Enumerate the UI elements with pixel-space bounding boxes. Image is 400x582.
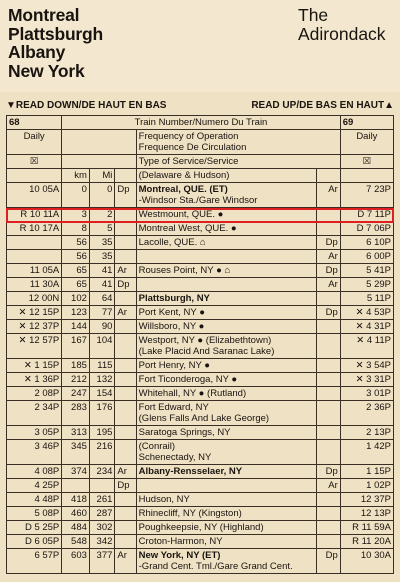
arr-dep-right [317,169,340,183]
train-name [298,6,386,43]
arr-dep-left [115,222,136,236]
station-row [7,426,394,440]
km-value: 8 [62,222,90,236]
station-name [136,387,317,401]
station-row [7,208,394,222]
mi-value: 77 [89,306,115,320]
time-down: R 10 11A [7,208,62,222]
service-label: Type of Service/Service [136,155,340,169]
arr-dep-left [115,208,136,222]
arr-dep-right [317,373,340,387]
time-up: 1 15P [340,465,393,479]
station-name-text: Lacolle, QUE. ⌂ [138,237,206,248]
direction-row [6,100,394,112]
km-value: 185 [62,359,90,373]
time-up: 2 13P [340,426,393,440]
mi-value: 302 [89,521,115,535]
arr-dep-right [317,222,340,236]
station-row [7,479,394,493]
mi-value: 104 [89,334,115,359]
station-name [136,320,317,334]
arr-dep-right [317,507,340,521]
time-up: D 7 06P [340,222,393,236]
km-value [62,479,90,493]
station-name [136,549,317,574]
station-row [7,169,394,183]
frequency-label-line: Frequence De Circulation [138,142,247,153]
time-down: 2 34P [7,401,62,426]
station-name [136,426,317,440]
station-row [7,264,394,278]
station-name-text: Fort Edward, NY [138,402,209,413]
station-row [7,535,394,549]
train-name-line: The [298,5,329,25]
km-value: 144 [62,320,90,334]
arr-dep-left: Ar [115,549,136,574]
station-name-text: Montreal, QUE. (ET) [138,184,228,195]
time-up: 6 00P [340,250,393,264]
train-number-up: 69 [340,116,393,130]
station-name [136,401,317,426]
arr-dep-right: Ar [317,479,340,493]
mi-value: 64 [89,292,115,306]
mi-value: 5 [89,222,115,236]
arr-dep-left [115,236,136,250]
station-subtitle: -Windsor Sta./Gare Windsor [138,195,258,206]
station-name-text: Montreal West, QUE. ● [138,223,237,234]
time-down: 2 08P [7,387,62,401]
route-title [8,6,103,80]
station-name [136,222,317,236]
time-up: D 7 11P [340,208,393,222]
station-name-text: Rouses Point, NY ● ⌂ [138,265,231,276]
station-name [136,334,317,359]
arr-dep-right: Ar [317,183,340,208]
arr-dep-left [115,401,136,426]
station-name [136,278,317,292]
mi-value: 132 [89,373,115,387]
time-up: 5 29P [340,278,393,292]
arr-dep-left [115,334,136,359]
time-down: 5 08P [7,507,62,521]
time-up: 1 02P [340,479,393,493]
service-icon-down: ☒ [7,155,62,169]
arr-dep-right [317,359,340,373]
arr-dep-right [317,292,340,306]
station-row [7,387,394,401]
route-title-line: New York [8,60,85,81]
station-name-text: Port Henry, NY ● [138,360,211,371]
time-up: 6 10P [340,236,393,250]
km-value: 418 [62,493,90,507]
time-up: ✕ 4 31P [340,320,393,334]
station-row [7,373,394,387]
train-number-label: Train Number/Numero Du Train [62,116,341,130]
station-name-text: Whitehall, NY ● (Rutland) [138,388,247,399]
arr-dep-left: Dp [115,479,136,493]
read-down-label: ▼READ DOWN/DE HAUT EN BAS [6,100,167,111]
station-subtitle: (Glens Falls And Lake George) [138,413,270,424]
km-value: 603 [62,549,90,574]
service-icon-up: ☒ [340,155,393,169]
arr-dep-left: Dp [115,278,136,292]
time-up: 10 30A [340,549,393,574]
station-name-text: Westport, NY ● (Elizabethtown) [138,335,272,346]
time-down: 11 05A [7,264,62,278]
frequency-label [136,130,340,155]
mi-value: 287 [89,507,115,521]
arr-dep-right [317,493,340,507]
arr-dep-left: Ar [115,306,136,320]
km-value: 548 [62,535,90,549]
station-name [136,236,317,250]
station-row [7,401,394,426]
mi-value: 90 [89,320,115,334]
time-down: ✕ 12 15P [7,306,62,320]
arr-dep-left: Ar [115,264,136,278]
station-name-text: (Delaware & Hudson) [138,170,230,181]
time-down: ✕ 1 36P [7,373,62,387]
station-row [7,222,394,236]
arr-dep-left: Dp [115,183,136,208]
station-subtitle: (Lake Placid And Saranac Lake) [138,346,275,357]
arr-dep-left [115,250,136,264]
station-name-text: Saratoga Springs, NY [138,427,231,438]
arr-dep-right [317,387,340,401]
km-value: km [62,169,90,183]
station-row [7,521,394,535]
arr-dep-left [115,493,136,507]
km-value: 484 [62,521,90,535]
station-row [7,440,394,465]
time-down: 11 30A [7,278,62,292]
service-spacer [62,155,136,169]
timetable [6,115,394,574]
station-row [7,549,394,574]
mi-value: 342 [89,535,115,549]
mi-value: 115 [89,359,115,373]
km-value: 374 [62,465,90,479]
station-name-text: Plattsburgh, NY [138,293,210,304]
station-name [136,306,317,320]
arr-dep-left [115,359,136,373]
time-down [7,236,62,250]
arr-dep-left [115,169,136,183]
time-up: R 11 59A [340,521,393,535]
arr-dep-right [317,208,340,222]
km-value: 0 [62,183,90,208]
arr-dep-left [115,292,136,306]
station-row [7,493,394,507]
mi-value: 41 [89,278,115,292]
time-down: 3 46P [7,440,62,465]
arr-dep-right: Dp [317,264,340,278]
arr-dep-right: Dp [317,306,340,320]
station-name [136,359,317,373]
station-name [136,535,317,549]
arr-dep-left [115,426,136,440]
arr-dep-right: Dp [317,465,340,479]
mi-value: 176 [89,401,115,426]
mi-value: 2 [89,208,115,222]
station-name-text: Albany-Rensselaer, NY [138,466,243,477]
station-name [136,169,317,183]
station-name-text: Poughkeepsie, NY (Highland) [138,522,264,533]
station-row [7,334,394,359]
km-value: 65 [62,278,90,292]
arr-dep-right [317,426,340,440]
time-down: R 10 17A [7,222,62,236]
km-value: 345 [62,440,90,465]
station-name [136,250,317,264]
km-value: 56 [62,250,90,264]
mi-value: Mi [89,169,115,183]
arr-dep-left [115,387,136,401]
station-row [7,183,394,208]
station-row [7,320,394,334]
station-name-text: Port Kent, NY ● [138,307,205,318]
station-row [7,278,394,292]
km-value: 313 [62,426,90,440]
time-up: ✕ 4 53P [340,306,393,320]
time-down: D 5 25P [7,521,62,535]
train-number-down: 68 [7,116,62,130]
time-down [7,169,62,183]
km-value: 212 [62,373,90,387]
mi-value: 261 [89,493,115,507]
time-up: 7 23P [340,183,393,208]
station-name [136,493,317,507]
mi-value: 0 [89,183,115,208]
time-up: ✕ 3 31P [340,373,393,387]
service-row [7,155,394,169]
arr-dep-right [317,521,340,535]
arr-dep-right [317,334,340,359]
arr-dep-right: Ar [317,278,340,292]
route-title-line: Plattsburgh [8,23,104,44]
time-down [7,250,62,264]
station-name-text: Rhinecliff, NY (Kingston) [138,508,242,519]
km-value: 283 [62,401,90,426]
frequency-label-line: Frequency of Operation [138,131,239,142]
arr-dep-left [115,521,136,535]
mi-value: 35 [89,250,115,264]
mi-value: 35 [89,236,115,250]
station-row [7,359,394,373]
route-title-line: Albany [8,42,66,62]
time-up: ✕ 4 11P [340,334,393,359]
train-name-line: Adirondack [298,23,386,44]
station-name-text: Westmount, QUE. ● [138,209,224,220]
mi-value: 154 [89,387,115,401]
page-header [0,0,400,92]
km-value: 56 [62,236,90,250]
station-name-text: Willsboro, NY ● [138,321,205,332]
time-down: ✕ 12 57P [7,334,62,359]
time-down: ✕ 1 15P [7,359,62,373]
frequency-down: Daily [7,130,62,155]
arr-dep-left [115,440,136,465]
train-number-row [7,116,394,130]
station-name [136,479,317,493]
station-row [7,292,394,306]
arr-dep-right: Dp [317,549,340,574]
station-name [136,264,317,278]
time-down: 4 48P [7,493,62,507]
arr-dep-left [115,507,136,521]
station-name [136,440,317,465]
time-down: ✕ 12 37P [7,320,62,334]
station-row [7,306,394,320]
arr-dep-right [317,320,340,334]
time-down: 6 57P [7,549,62,574]
arr-dep-left: Ar [115,465,136,479]
km-value: 65 [62,264,90,278]
arr-dep-left [115,535,136,549]
station-name [136,208,317,222]
time-up: 5 11P [340,292,393,306]
km-value: 123 [62,306,90,320]
km-value: 3 [62,208,90,222]
time-down: 10 05A [7,183,62,208]
arr-dep-right [317,401,340,426]
km-value: 102 [62,292,90,306]
station-name-text: Fort Ticonderoga, NY ● [138,374,238,385]
station-row [7,250,394,264]
mi-value: 377 [89,549,115,574]
mi-value: 234 [89,465,115,479]
time-up: 2 36P [340,401,393,426]
station-name-text: (Conrail) [138,441,176,452]
frequency-row [7,130,394,155]
frequency-up: Daily [340,130,393,155]
route-title-line: Montreal [8,5,80,25]
km-value: 167 [62,334,90,359]
time-down: 12 00N [7,292,62,306]
station-row [7,236,394,250]
time-up: 3 01P [340,387,393,401]
station-name [136,183,317,208]
km-value: 247 [62,387,90,401]
station-name [136,465,317,479]
station-row [7,465,394,479]
time-down: 4 25P [7,479,62,493]
station-name [136,292,317,306]
station-name-text: New York, NY (ET) [138,550,221,561]
arr-dep-right [317,440,340,465]
mi-value: 41 [89,264,115,278]
time-up: 12 13P [340,507,393,521]
time-up: ✕ 3 54P [340,359,393,373]
mi-value [89,479,115,493]
time-down: D 6 05P [7,535,62,549]
mi-value: 216 [89,440,115,465]
arr-dep-right: Ar [317,250,340,264]
time-down: 3 05P [7,426,62,440]
time-up: 12 37P [340,493,393,507]
arr-dep-right: Dp [317,236,340,250]
time-up: 5 41P [340,264,393,278]
km-value: 460 [62,507,90,521]
time-up: R 11 20A [340,535,393,549]
station-name-text: Hudson, NY [138,494,190,505]
time-up: 1 42P [340,440,393,465]
station-name [136,507,317,521]
station-name [136,521,317,535]
arr-dep-left [115,373,136,387]
station-name-text: Croton-Harmon, NY [138,536,223,547]
time-up [340,169,393,183]
time-down: 4 08P [7,465,62,479]
station-subtitle: -Grand Cent. Tml./Gare Grand Cent. [138,561,293,572]
station-row [7,507,394,521]
arr-dep-right [317,535,340,549]
arr-dep-left [115,320,136,334]
frequency-spacer [62,130,136,155]
mi-value: 195 [89,426,115,440]
station-subtitle: Schenectady, NY [138,452,212,463]
station-name [136,373,317,387]
read-up-label: READ UP/DE BAS EN HAUT▲ [251,100,394,111]
